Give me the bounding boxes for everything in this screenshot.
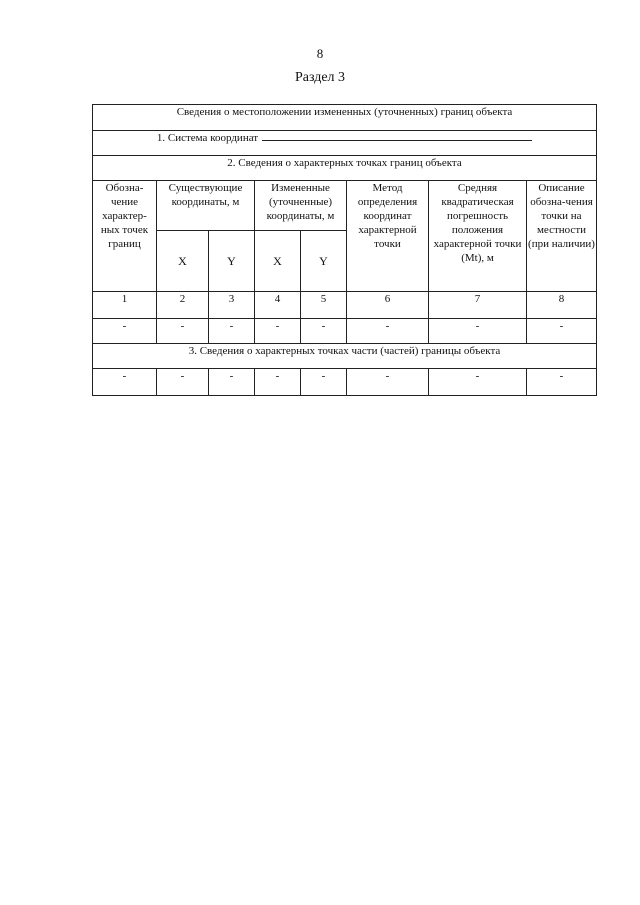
col-changed-x: X bbox=[255, 231, 301, 292]
table-cell: - bbox=[347, 369, 429, 396]
table-cell: - bbox=[93, 369, 157, 396]
coord-system-blank-line bbox=[262, 139, 532, 141]
page-number: 8 bbox=[316, 46, 324, 61]
table-cell: - bbox=[429, 319, 527, 344]
section-title: Раздел 3 bbox=[294, 70, 346, 85]
table-cell: - bbox=[93, 319, 157, 344]
col-number: 4 bbox=[255, 292, 301, 319]
coord-system-row bbox=[93, 131, 597, 156]
table-cell: - bbox=[527, 319, 597, 344]
col-existing-x: X bbox=[157, 231, 209, 292]
table-cell: - bbox=[209, 319, 255, 344]
col-existing-y: Y bbox=[209, 231, 255, 292]
col-method: Метод определения координат характерной точки bbox=[347, 181, 429, 292]
table-cell: - bbox=[209, 369, 255, 396]
table-cell: - bbox=[527, 369, 597, 396]
table-cell: - bbox=[301, 369, 347, 396]
col-changed-y: Y bbox=[301, 231, 347, 292]
table-header: Сведения о местоположении измененных (уточненных) границ объекта bbox=[93, 105, 597, 131]
col-number: 8 bbox=[527, 292, 597, 319]
col-existing-coords: Существующие координаты, м bbox=[157, 181, 255, 231]
col-number: 2 bbox=[157, 292, 209, 319]
col-number: 5 bbox=[301, 292, 347, 319]
col-description: Описание обозна-чения точки на местности (при наличии) bbox=[527, 181, 597, 292]
section3-heading: 3. Сведения о характерных точках части (частей) границы объекта bbox=[93, 344, 597, 369]
table-cell: - bbox=[255, 369, 301, 396]
table-cell: - bbox=[429, 369, 527, 396]
boundary-table bbox=[92, 104, 597, 396]
coord-system-label: 1. Система координат bbox=[156, 132, 259, 144]
col-number: 3 bbox=[209, 292, 255, 319]
col-point-designation: Обозна-чение характер-ных точек границ bbox=[93, 181, 157, 292]
section2-heading: 2. Сведения о характерных точках границ объекта bbox=[93, 156, 597, 181]
table-cell: - bbox=[301, 319, 347, 344]
col-mean-error: Средняя квадратическая погрешность положения характерной точки (Mt), м bbox=[429, 181, 527, 292]
table-cell: - bbox=[347, 319, 429, 344]
table-cell: - bbox=[157, 319, 209, 344]
col-number: 6 bbox=[347, 292, 429, 319]
col-number: 1 bbox=[93, 292, 157, 319]
col-changed-coords: Измененные (уточненные) координаты, м bbox=[255, 181, 347, 231]
col-number: 7 bbox=[429, 292, 527, 319]
table-cell: - bbox=[157, 369, 209, 396]
table-cell: - bbox=[255, 319, 301, 344]
